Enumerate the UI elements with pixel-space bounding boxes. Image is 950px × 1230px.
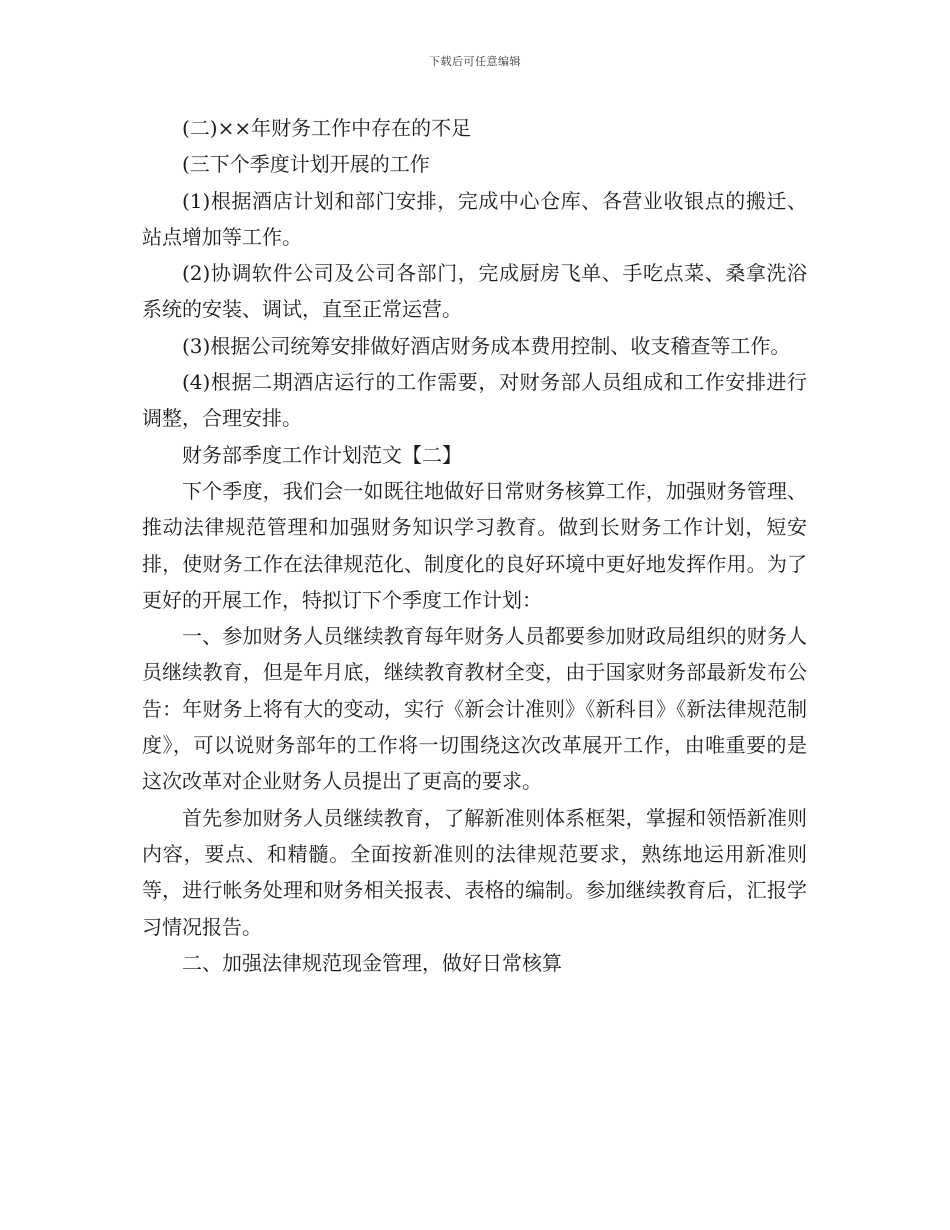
paragraph: 一、参加财务人员继续教育每年财务人员都要参加财政局组织的财务人员继续教育，但是年月底，继续教育教材全变，由于国家财务部最新发布公告：年财务上将有大的变动，实行《新会计准则》《新科目》《新法律规范制度》，可以说财务部年的工作将一切围绕这次改革展开工作，由唯重要的是这次改革对企业财务人员提出了更高的要求。 — [142, 624, 807, 794]
paragraph: 二、加强法律规范现金管理，做好日常核算 — [182, 950, 562, 975]
section-heading: 财务部季度工作计划范文【二】 — [182, 442, 462, 467]
paragraph: (三下个季度计划开展的工作 — [182, 152, 430, 177]
paragraph: (3)根据公司统筹安排做好酒店财务成本费用控制、收支稽查等工作。 — [182, 333, 791, 358]
paragraph: 下个季度，我们会一如既往地做好日常财务核算工作，加强财务管理、推动法律规范管理和加强财务知识学习教育。做到长财务工作计划，短安排，使财务工作在法律规范化、制度化的良好环境中更好地发挥作用。为了更好的开展工作，特拟订下个季度工作计划： — [142, 478, 807, 612]
document-body — [142, 110, 807, 981]
header-note: 下载后可任意编辑 — [429, 55, 521, 68]
paragraph: (1)根据酒店计划和部门安排，完成中心仓库、各营业收银点的搬迁、站点增加等工作。 — [142, 188, 807, 249]
paragraph: (2)协调软件公司及公司各部门，完成厨房飞单、手吃点菜、桑拿洗浴系统的安装、调试，直至正常运营。 — [142, 261, 807, 322]
paragraph: (4)根据二期酒店运行的工作需要，对财务部人员组成和工作安排进行调整，合理安排。 — [142, 370, 807, 431]
paragraph: (二)××年财务工作中存在的不足 — [182, 116, 472, 140]
paragraph: 首先参加财务人员继续教育，了解新准则体系框架，掌握和领悟新准则内容，要点、和精髓。全面按新准则的法律规范要求，熟练地运用新准则等，进行帐务处理和财务相关报表、表格的编制。参加继续教育后，汇报学习情况报告。 — [142, 805, 807, 939]
